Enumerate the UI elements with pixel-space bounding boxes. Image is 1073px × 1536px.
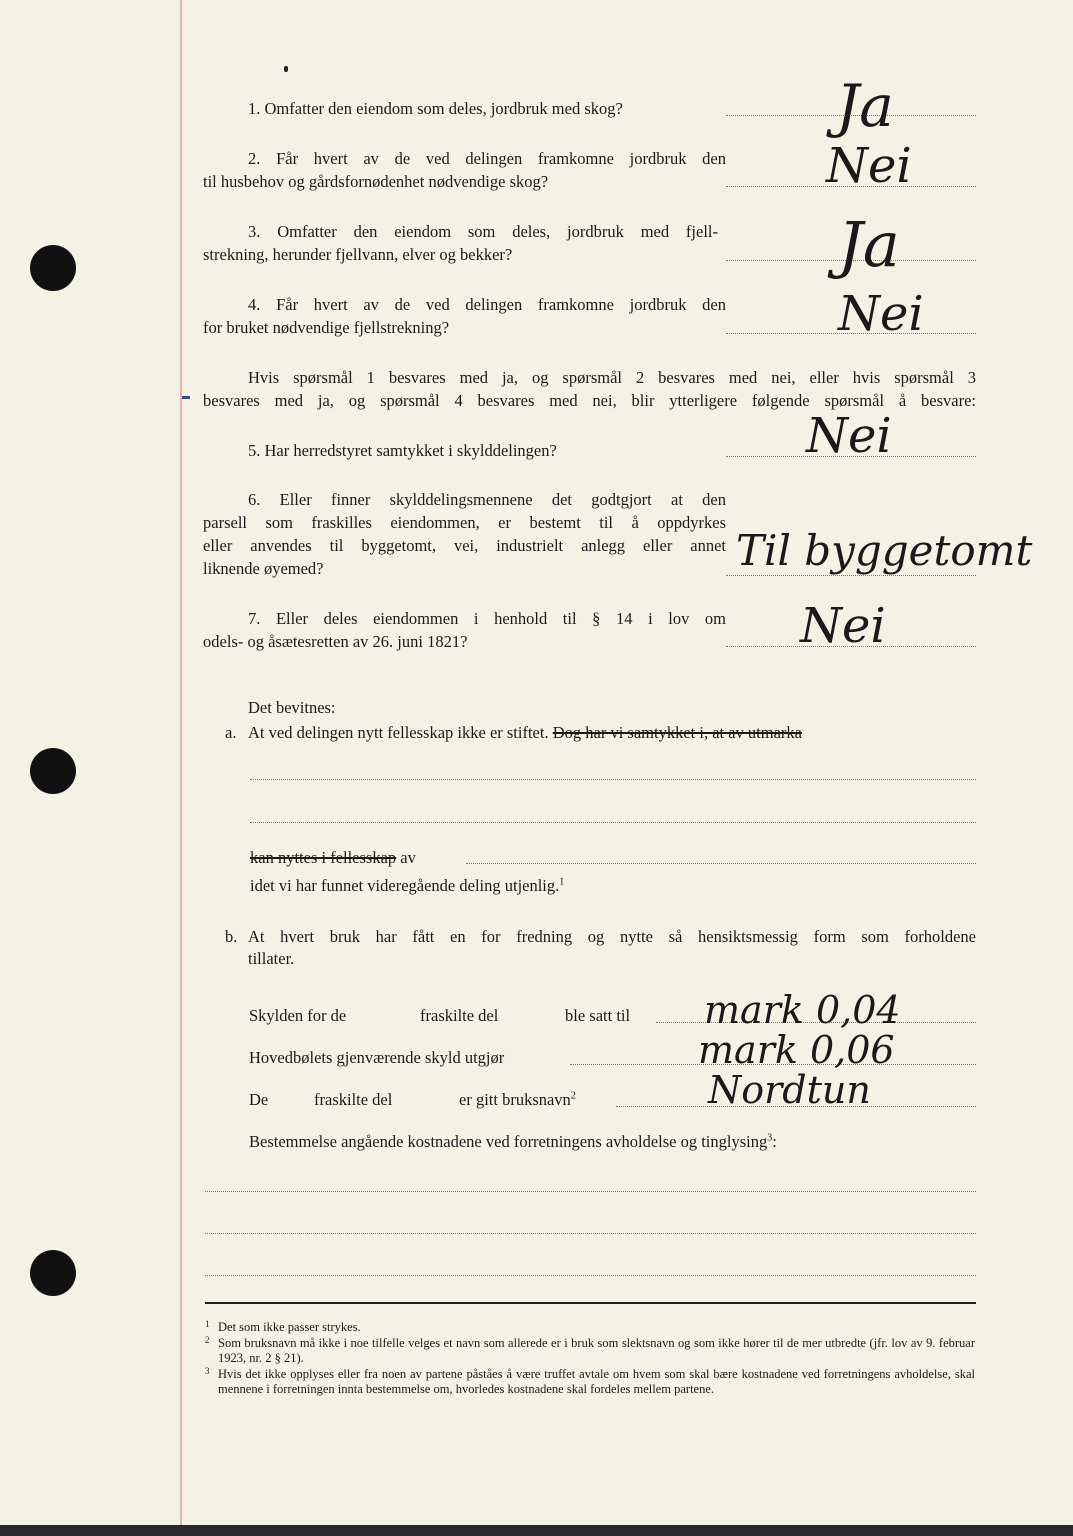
footnote-rule xyxy=(205,1302,976,1304)
margin-line xyxy=(180,0,182,1525)
kostnader-text: Bestemmelse angående kostnadene ved forretningens avholdelse og tinglysing xyxy=(249,1132,768,1151)
attest-a-struck: Dog har vi samtykket i, at av utmarka xyxy=(552,723,802,742)
answer-1: Ja xyxy=(836,72,894,140)
bruksnavn-label-3 xyxy=(459,1089,576,1111)
question-2-line-2: til husbehov og gårdsfornødenhet nødvendige skog? xyxy=(203,172,549,191)
answer-6: Til byggetomt xyxy=(736,526,1033,575)
question-3-line-2: strekning, herunder fjellvann, elver og bekker? xyxy=(203,245,513,264)
attest-heading: Det bevitnes: xyxy=(248,698,336,717)
attest-b-label: b. xyxy=(225,927,238,946)
question-1: 1. Omfatter den eiendom som deles, jordbruk med skog? xyxy=(248,99,623,118)
footnote-2-text: Som bruksnavn må ikke i noe tilfelle velges et navn som allerede er i bruk som slektsnavn og som ikke hører til de mer utbredte (jfr. lov av 9. februar 1923, nr. 2 § 21). xyxy=(218,1336,975,1365)
kostnader-colon: : xyxy=(772,1132,777,1151)
attest-b-line-2: tillater. xyxy=(248,949,295,968)
punch-hole-top xyxy=(30,245,76,291)
footnote-2-number: 2 xyxy=(205,1335,210,1345)
question-4-line-2: for bruket nødvendige fjellstrekning? xyxy=(203,318,450,337)
kostnader-line-1 xyxy=(205,1191,976,1192)
bruksnavn-label-3-text: er gitt bruksnavn xyxy=(459,1090,571,1109)
question-5: 5. Har herredstyret samtykket i skylddelingen? xyxy=(248,441,557,460)
punch-hole-bottom xyxy=(30,1250,76,1296)
question-4-line-1: 4. Får hvert av de ved delingen framkomne jordbruk den xyxy=(248,295,726,314)
footnote-3 xyxy=(205,1367,975,1397)
condition-line-1: Hvis spørsmål 1 besvares med ja, og spørsmål 2 besvares med nei, eller hvis spørsmål 3 xyxy=(248,368,976,387)
answer-5: Nei xyxy=(806,408,892,464)
footnote-1-text: Det som ikke passer strykes. xyxy=(218,1320,361,1334)
attest-a-line-3-text: idet vi har funnet videregående deling utjenlig. xyxy=(250,876,560,895)
kostnader-label xyxy=(249,1131,777,1153)
attest-a-line-3 xyxy=(250,875,564,897)
answer-3: Ja xyxy=(838,208,900,281)
condition-line-2: besvares med ja, og spørsmål 4 besvares med nei, blir ytterligere følgende spørsmål å besvare: xyxy=(203,391,976,410)
footnote-ref-3: 3 xyxy=(767,1132,773,1144)
skylden-label-2: fraskilte del xyxy=(420,1006,499,1025)
blank-line-2 xyxy=(250,822,976,823)
blank-line-3 xyxy=(466,863,976,864)
hovedbol-answer: mark 0,06 xyxy=(698,1028,895,1072)
footnote-1-number: 1 xyxy=(205,1319,210,1329)
question-3-line-1: 3. Omfatter den eiendom som deles, jordbruk med fjell- xyxy=(248,222,718,241)
attest-a-text: At ved delingen nytt fellesskap ikke er stiftet. xyxy=(248,723,549,742)
footnote-3-number: 3 xyxy=(205,1366,210,1376)
answer-4: Nei xyxy=(838,286,924,342)
blank-line-1 xyxy=(250,779,976,780)
skylden-label-3: ble satt til xyxy=(565,1006,631,1025)
hovedbol-label: Hovedbølets gjenværende skyld utgjør xyxy=(249,1048,505,1067)
footnote-1 xyxy=(205,1320,975,1335)
attest-a-label: a. xyxy=(225,723,237,742)
attest-a-av: av xyxy=(400,848,416,867)
answer-7: Nei xyxy=(800,598,886,654)
footnote-ref-1: 1 xyxy=(559,876,565,888)
attest-a-struck-2: kan nyttes i fellesskap xyxy=(250,848,397,867)
question-7-line-2: odels- og åsætesretten av 26. juni 1821? xyxy=(203,632,468,651)
question-7-line-1: 7. Eller deles eiendommen i henhold til § 14 i lov om xyxy=(248,609,726,628)
question-6-line-3: eller anvendes til byggetomt, vei, industrielt anlegg eller annet xyxy=(203,536,726,555)
skylden-label-1: Skylden for de xyxy=(249,1006,347,1025)
answer-2: Nei xyxy=(826,138,912,194)
ink-speck xyxy=(284,66,288,72)
footnote-3-text: Hvis det ikke opplyses eller fra noen av partene påståes å være truffet avtale om hvem som skal bære kostnadene ved forretningens avholdelse, skal mennene i forretningen innta bestemmelse om, hvorledes kostnadene skal fordeles mellem partene. xyxy=(218,1367,975,1396)
question-6-line-2: parsell som fraskilles eiendommen, er bestemt til å oppdyrkes xyxy=(203,513,726,532)
attest-a-line-2 xyxy=(250,847,416,869)
attest-a-line-1 xyxy=(248,722,802,744)
question-6-line-1: 6. Eller finner skylddelingsmennene det godtgjort at den xyxy=(248,490,726,509)
bruksnavn-label-1: De xyxy=(249,1090,269,1109)
punch-hole-middle xyxy=(30,748,76,794)
skylden-answer: mark 0,04 xyxy=(704,988,901,1032)
kostnader-line-3 xyxy=(205,1275,976,1276)
footnote-2 xyxy=(205,1336,975,1366)
margin-mark xyxy=(182,396,190,399)
bruksnavn-answer: Nordtun xyxy=(708,1068,871,1112)
answer-line-6 xyxy=(726,575,976,576)
attest-b-line-1: At hvert bruk har fått en for fredning og nytte så hensiktsmessig form som forholdene xyxy=(248,927,976,946)
footnote-ref-2: 2 xyxy=(570,1090,576,1102)
question-6-line-4: liknende øyemed? xyxy=(203,559,324,578)
bruksnavn-label-2: fraskilte del xyxy=(314,1090,393,1109)
kostnader-line-2 xyxy=(205,1233,976,1234)
question-2-line-1: 2. Får hvert av de ved delingen framkomne jordbruk den xyxy=(248,149,726,168)
